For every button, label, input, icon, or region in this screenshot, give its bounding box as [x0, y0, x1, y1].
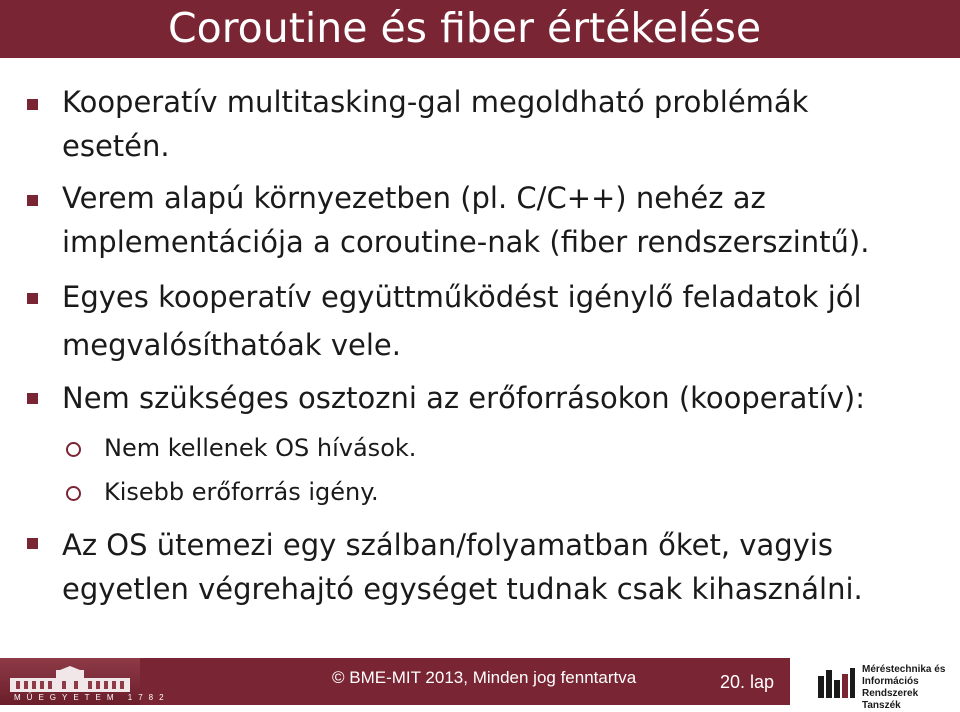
dept-line-2: Információs Rendszerek: [862, 676, 919, 699]
slide-title: Coroutine és fiber értékelése: [168, 4, 762, 52]
bullet-5-line-2: egyetlen végrehajtó egységet tudnak csak kihasználni.: [62, 572, 863, 606]
mit-logo-icon: [816, 666, 856, 698]
circle-bullet-icon: [66, 486, 81, 501]
sub-bullet-1: Nem kellenek OS hívások.: [104, 434, 417, 462]
square-bullet-icon: [27, 293, 38, 304]
dept-line-3: Tanszék: [862, 700, 901, 711]
bullet-2-line-1: Verem alapú környezetben (pl. C/C++) nehéz az: [62, 181, 766, 215]
university-text: MŰEGYETEM 1782: [14, 693, 170, 702]
square-bullet-icon: [27, 538, 38, 549]
bullet-3-line-1: Egyes kooperatív együttműködést igénylő feladatok jól: [62, 280, 862, 314]
department-logo: [790, 658, 960, 711]
dept-line-1: Méréstechnika és: [862, 664, 946, 675]
page-number: 20. lap: [720, 672, 775, 692]
circle-bullet-icon: [66, 442, 81, 457]
university-logo: [0, 658, 170, 705]
square-bullet-icon: [27, 99, 38, 110]
footer: [0, 658, 960, 711]
bullet-1-line-1: Kooperatív multitasking-gal megoldható problémák: [62, 85, 809, 119]
footer-copyright: © BME-MIT 2013, Minden jog fenntartva: [332, 668, 637, 687]
building-icon: [10, 666, 130, 692]
bullet-1-line-2: esetén.: [62, 129, 170, 163]
square-bullet-icon: [27, 195, 38, 206]
sub-bullet-2: Kisebb erőforrás igény.: [104, 478, 379, 506]
bullet-3-line-2: megvalósíthatóak vele.: [62, 328, 401, 362]
square-bullet-icon: [27, 393, 38, 404]
bullet-4-line-1: Nem szükséges osztozni az erőforrásokon (kooperatív):: [62, 381, 866, 415]
bullet-5-line-1: Az OS ütemezi egy szálban/folyamatban őket, vagyis: [62, 528, 833, 562]
bullet-2-line-2: implementációja a coroutine-nak (fiber rendszerszintű).: [62, 225, 870, 259]
